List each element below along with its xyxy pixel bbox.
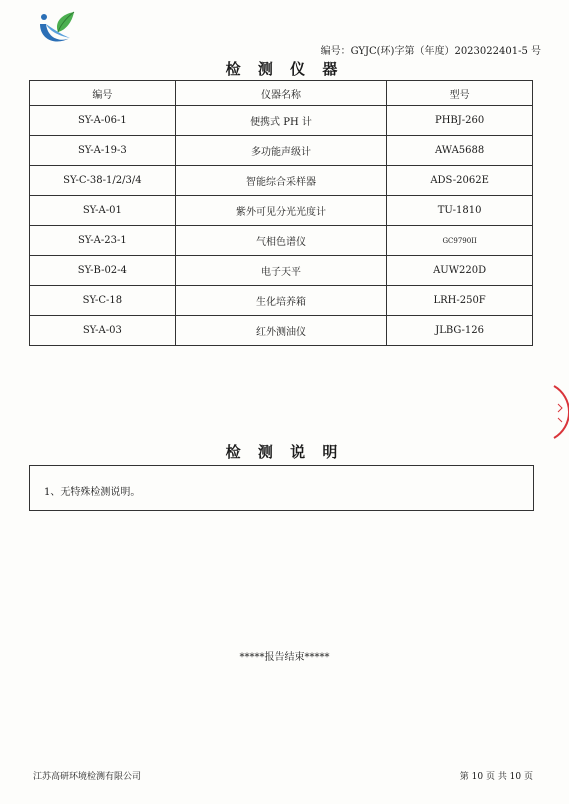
- table-row: [30, 166, 533, 196]
- cell-id: SY-B-02-4: [30, 256, 176, 286]
- company-leaf-logo-icon: [36, 10, 80, 46]
- table-row: [30, 286, 533, 316]
- notes-box: [29, 465, 534, 511]
- cell-name: 多功能声级计: [175, 136, 387, 166]
- cell-model: PHBJ-260: [387, 106, 533, 136]
- notes-title: 检 测 说 明: [225, 443, 344, 461]
- table-row: [30, 196, 533, 226]
- column-header-name: 仪器名称: [175, 81, 387, 106]
- column-header-id: 编号: [30, 81, 176, 106]
- cell-model: JLBG-126: [387, 316, 533, 346]
- cell-name: 红外测油仪: [175, 316, 387, 346]
- cell-model: AUW220D: [387, 256, 533, 286]
- cell-id: SY-A-01: [30, 196, 176, 226]
- cell-name: 生化培养箱: [175, 286, 387, 316]
- cell-id: SY-C-38-1/2/3/4: [30, 166, 176, 196]
- column-header-model: 型号: [387, 81, 533, 106]
- instruments-table: [29, 80, 533, 346]
- table-row: [30, 136, 533, 166]
- cell-id: SY-A-03: [30, 316, 176, 346]
- table-row: [30, 106, 533, 136]
- cell-model: TU-1810: [387, 196, 533, 226]
- partial-seal-stamp: [540, 384, 569, 440]
- table-row: [30, 226, 533, 256]
- footer-page-number: 第 10 页 共 10 页: [459, 772, 533, 782]
- cell-name: 紫外可见分光光度计: [175, 196, 387, 226]
- cell-id: SY-A-06-1: [30, 106, 176, 136]
- cell-model: ADS-2062E: [387, 166, 533, 196]
- footer-company: 江苏高研环境检测有限公司: [33, 772, 142, 782]
- cell-name: 便携式 PH 计: [175, 106, 387, 136]
- instruments-title: 检 测 仪 器: [225, 60, 344, 78]
- cell-name: 电子天平: [175, 256, 387, 286]
- cell-id: SY-C-18: [30, 286, 176, 316]
- cell-model: AWA5688: [387, 136, 533, 166]
- report-end-marker: *****报告结束*****: [239, 652, 330, 663]
- table-row: [30, 316, 533, 346]
- cell-id: SY-A-23-1: [30, 226, 176, 256]
- note-item: 1、无特殊检测说明。: [44, 487, 141, 498]
- cell-name: 气相色谱仪: [175, 226, 387, 256]
- cell-id: SY-A-19-3: [30, 136, 176, 166]
- document-number: 编号：GYJC(环)字第（年度）2023022401-5 号: [320, 46, 541, 57]
- table-header-row: [30, 81, 533, 106]
- cell-model: GC9790II: [387, 226, 533, 256]
- cell-model: LRH-250F: [387, 286, 533, 316]
- table-row: [30, 256, 533, 286]
- cell-name: 智能综合采样器: [175, 166, 387, 196]
